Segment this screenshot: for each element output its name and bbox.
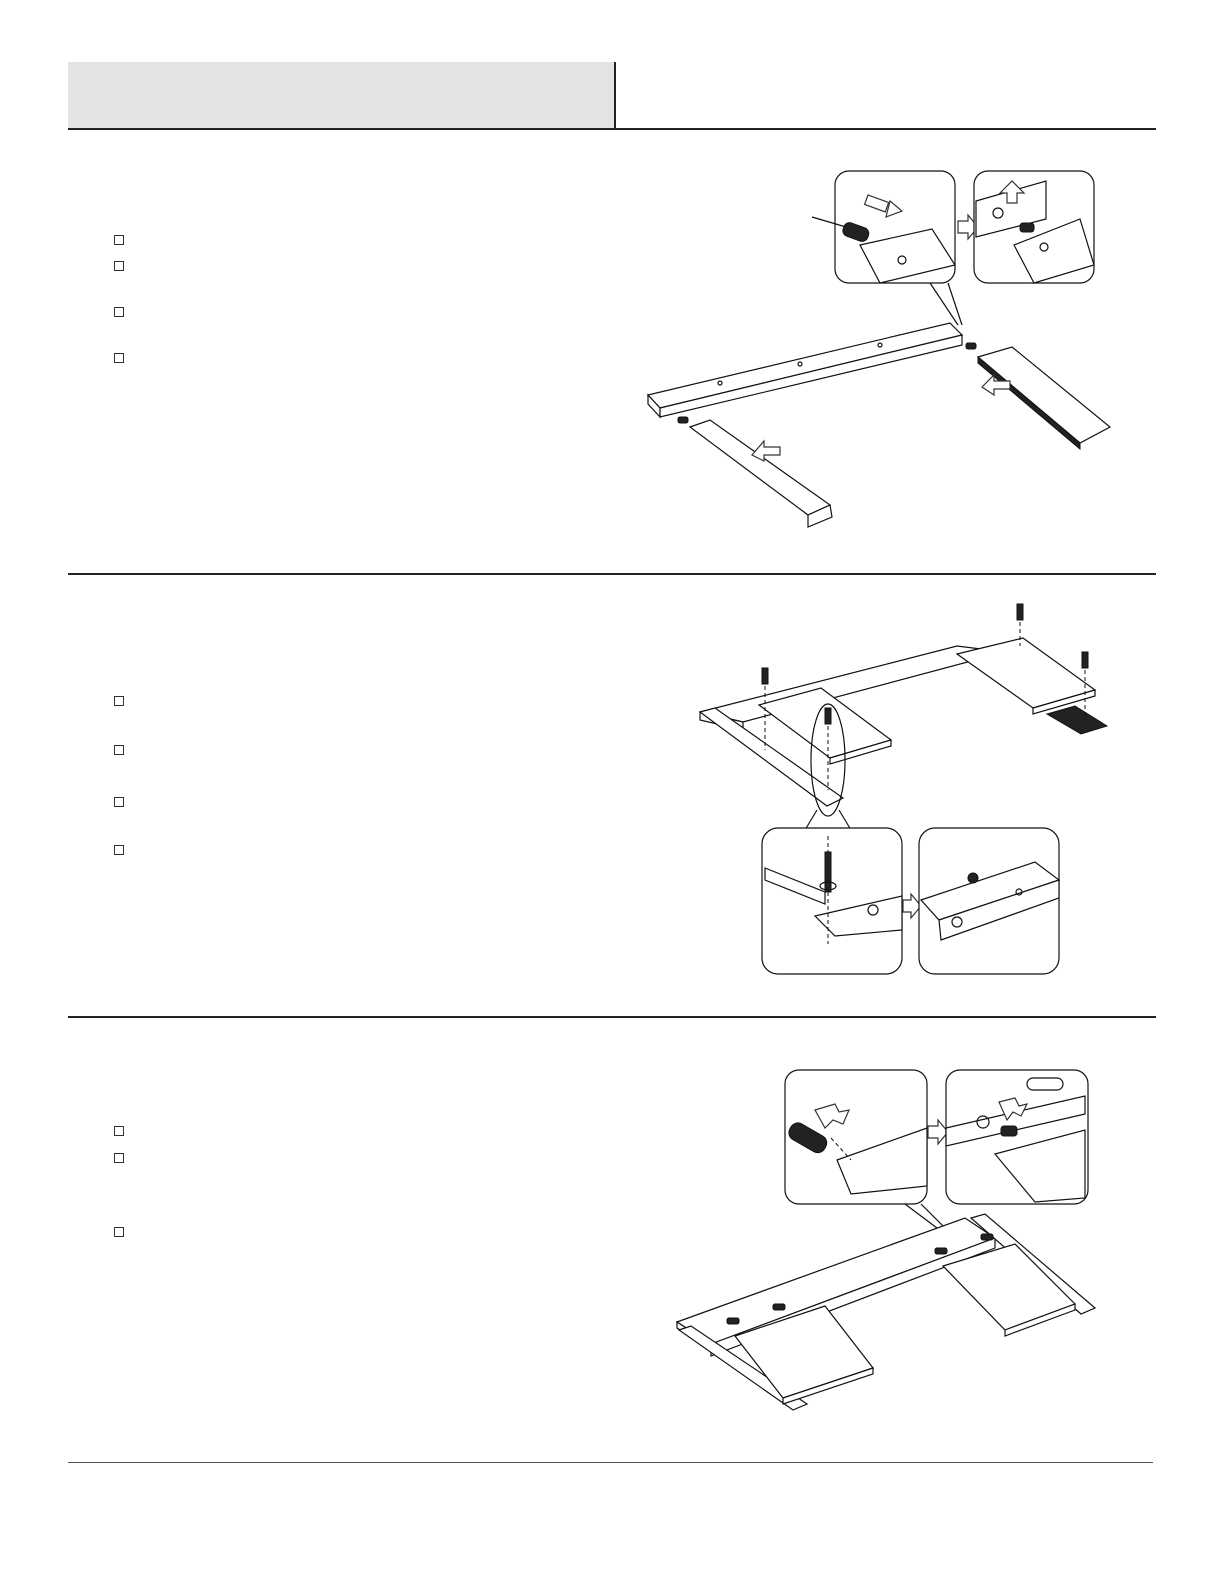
footer-rule: [68, 1462, 1153, 1463]
checkbox-b4[interactable]: [114, 845, 124, 855]
section-rule-1: [68, 573, 1156, 575]
checkbox-a3[interactable]: [114, 307, 124, 317]
dowel-insertion-frame-icon: [640, 165, 1140, 535]
header-rule: [68, 128, 1156, 130]
checkbox-a1[interactable]: [114, 235, 124, 245]
checkbox-c1[interactable]: [114, 1126, 124, 1136]
dowel-insertion-shelf-icon: [675, 1068, 1125, 1418]
header-title-box: [68, 62, 614, 128]
cam-bolt-screw-icon: [695, 600, 1125, 985]
checkbox-b3[interactable]: [114, 797, 124, 807]
checkbox-c3[interactable]: [114, 1227, 124, 1237]
checkbox-a2[interactable]: [114, 261, 124, 271]
header-divider: [614, 62, 616, 129]
checkbox-a4[interactable]: [114, 353, 124, 363]
checkbox-c2[interactable]: [114, 1153, 124, 1163]
section-rule-2: [68, 1016, 1156, 1018]
checkbox-b1[interactable]: [114, 696, 124, 706]
checkbox-b2[interactable]: [114, 745, 124, 755]
